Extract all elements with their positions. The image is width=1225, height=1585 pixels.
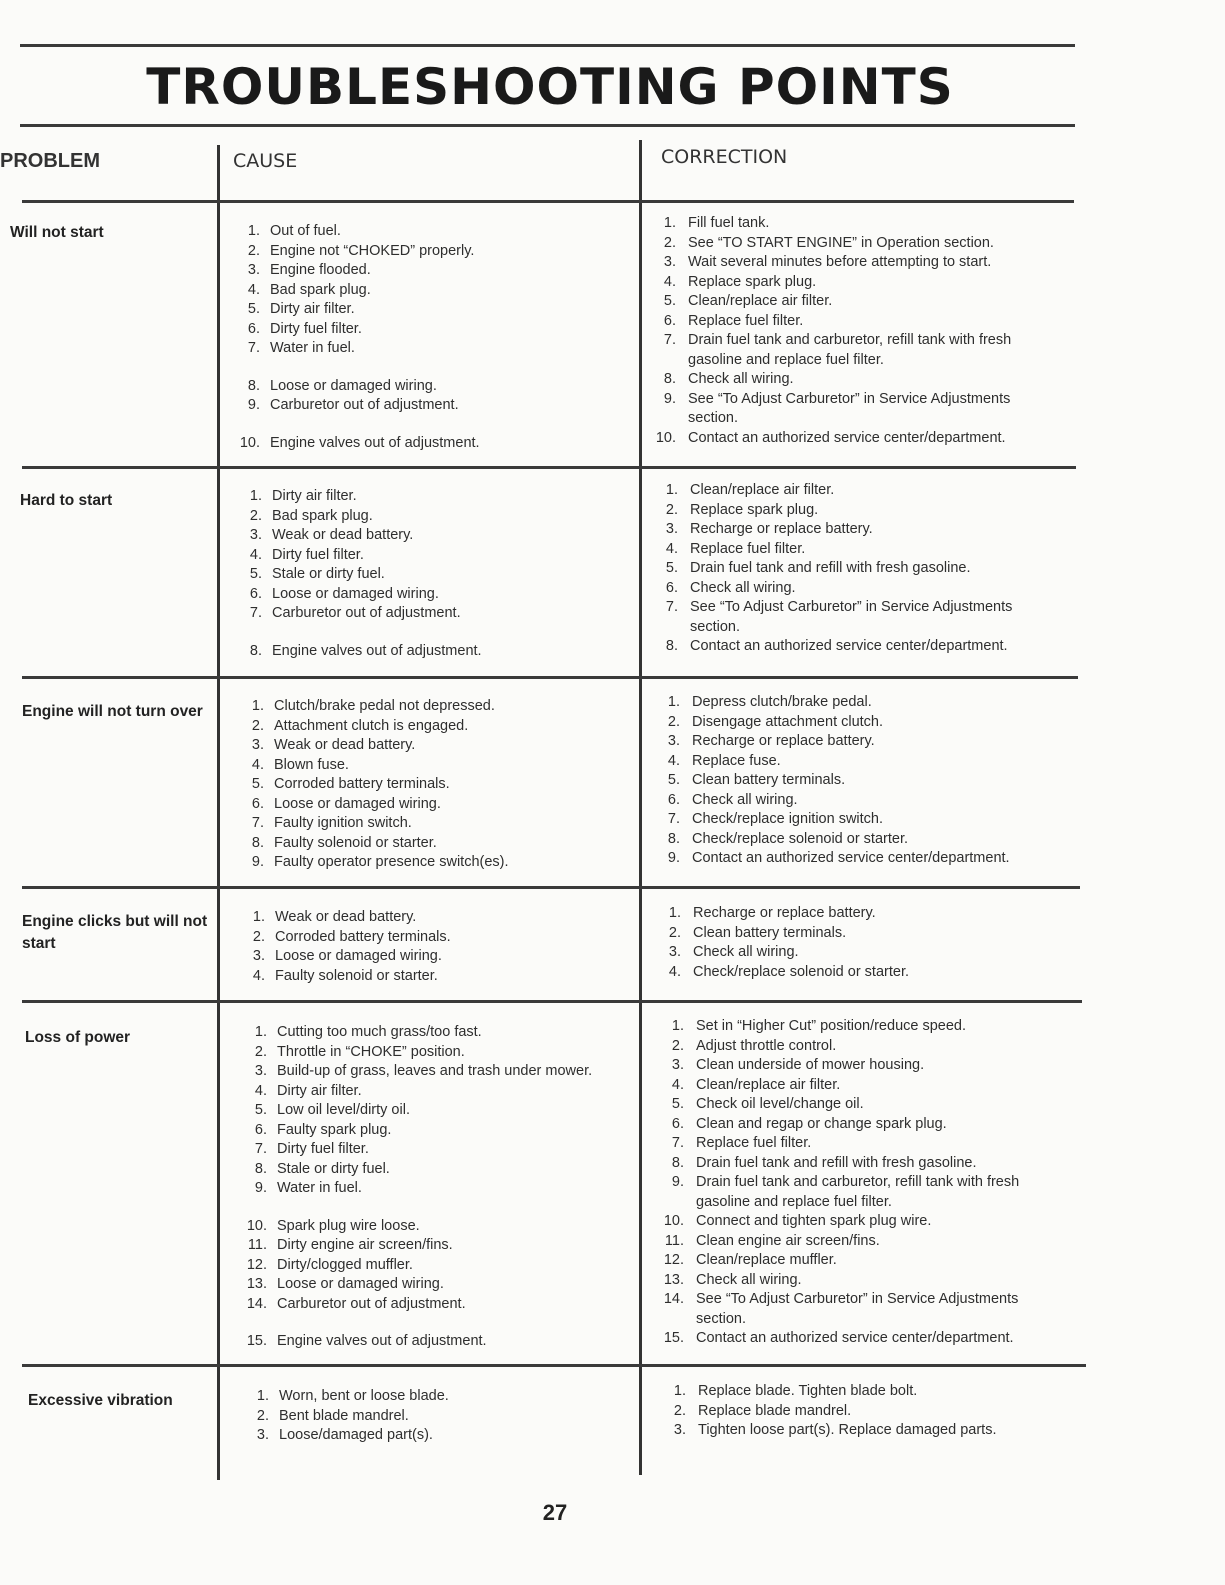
list-item: 2. Bad spark plug. [249, 507, 373, 524]
list-item: 5. Clean battery terminals. [667, 772, 846, 788]
page-number: 27 [542, 1500, 568, 1525]
list-item: 14. See “To Adjust Carburetor” in Service Adjustments section. [663, 1291, 1019, 1327]
correction-list [652, 214, 1062, 448]
list-item: 15. Engine valves out of adjustment. [246, 1333, 487, 1349]
list-item: 1. Recharge or replace battery. [668, 905, 876, 921]
header-cause: CAUSE [233, 150, 298, 172]
list-item: 10. Connect and tighten spark plug wire. [663, 1213, 932, 1229]
list-item: 6. Loose or damaged wiring. [249, 585, 439, 602]
list-item: 6. Check all wiring. [667, 791, 798, 808]
list-item: 4. Faulty solenoid or starter. [252, 967, 438, 984]
row-divider [22, 1364, 1086, 1367]
list-item: 5. Dirty air filter. [247, 301, 355, 317]
list-item: 1. Out of fuel. [247, 223, 341, 239]
list-item: 9. Water in fuel. [254, 1180, 362, 1196]
header-rule [22, 200, 1074, 203]
top-rule [20, 44, 1075, 47]
list-item: 4. Blown fuse. [251, 756, 349, 773]
list-item: 14. Carburetor out of adjustment. [246, 1295, 466, 1312]
list-item: 1. Clean/replace air filter. [665, 482, 835, 498]
list-item: 4. Bad spark plug. [247, 281, 371, 298]
correction-list [657, 904, 1067, 982]
list-item: 3. Tighten loose part(s). Replace damaged parts. [673, 1422, 997, 1438]
list-item: 9. See “To Adjust Carburetor” in Service Adjustments section. [663, 390, 1011, 426]
list-item: 3. Recharge or replace battery. [667, 733, 875, 749]
list-item: 1. Clutch/brake pedal not depressed. [251, 698, 495, 714]
list-item: 2. Disengage attachment clutch. [667, 713, 884, 730]
list-item: 5. Low oil level/dirty oil. [254, 1102, 410, 1118]
list-item: 11. Dirty engine air screen/fins. [247, 1237, 453, 1253]
cause-list [240, 697, 635, 873]
list-item: 3. Recharge or replace battery. [665, 521, 873, 537]
cause-list [238, 487, 633, 661]
list-item: 7. Check/replace ignition switch. [667, 811, 884, 827]
list-item: 7. Faulty ignition switch. [251, 815, 412, 831]
list-item: 2. Replace spark plug. [665, 501, 819, 518]
header-correction: CORRECTION [661, 146, 788, 168]
list-item: 2. Replace blade mandrel. [673, 1402, 852, 1419]
list-item: 3. Loose/damaged part(s). [256, 1427, 433, 1443]
list-item: 3. Check all wiring. [668, 944, 799, 960]
list-item: 3. Clean underside of mower housing. [671, 1057, 925, 1073]
list-item: 2. Adjust throttle control. [671, 1037, 837, 1054]
cause-list [236, 222, 631, 453]
list-item: 4. Dirty fuel filter. [249, 546, 364, 563]
title-underline [20, 124, 1075, 127]
list-item: 7. Dirty fuel filter. [254, 1141, 369, 1157]
list-item: 12. Dirty/clogged muffler. [246, 1256, 413, 1273]
list-item: 9. Contact an authorized service center/department. [667, 850, 1010, 866]
row-divider [22, 886, 1080, 889]
page-title: TROUBLESHOOTING POINTS [146, 58, 954, 116]
list-item: 6. Replace fuel filter. [663, 312, 804, 329]
list-item: 12. Clean/replace muffler. [663, 1252, 837, 1268]
list-item: 4. Replace fuse. [667, 752, 781, 769]
correction-list [656, 693, 1066, 869]
list-item: 1. Weak or dead battery. [252, 909, 417, 925]
cause-list [241, 908, 636, 986]
row-divider [22, 1000, 1082, 1003]
list-item: 3. Engine flooded. [247, 262, 371, 278]
list-item: 3. Weak or dead battery. [251, 737, 416, 753]
cause-list [243, 1023, 638, 1352]
list-item: 15. Contact an authorized service center/department. [663, 1330, 1014, 1346]
list-item: 11. Clean engine air screen/fins. [664, 1232, 880, 1249]
list-item: 4. Check/replace solenoid or starter. [668, 963, 909, 980]
list-item: 9. Drain fuel tank and carburetor, refill tank with fresh gasoline and replace fuel filter. [671, 1174, 1020, 1210]
list-item: 3. Loose or damaged wiring. [252, 948, 442, 964]
list-item: 2. Engine not “CHOKED” properly. [247, 242, 475, 259]
column-divider-correction [639, 140, 642, 1475]
problem-label: Engine will not turn over [22, 703, 203, 720]
list-item: 9. Faulty operator presence switch(es). [251, 854, 509, 870]
list-item: 10. Spark plug wire loose. [246, 1217, 420, 1234]
list-item: 6. Faulty spark plug. [254, 1121, 392, 1138]
list-item: 10. Engine valves out of adjustment. [239, 434, 480, 451]
list-item: 7. Replace fuel filter. [671, 1135, 812, 1151]
problem-label: Hard to start [20, 492, 113, 509]
column-divider-cause [217, 145, 220, 1480]
list-item: 7. Drain fuel tank and carburetor, refill tank with fresh gasoline and replace fuel filter. [663, 332, 1012, 368]
cause-list [245, 1387, 640, 1446]
list-item: 4. Replace fuel filter. [665, 540, 806, 557]
list-item: 8. Loose or damaged wiring. [247, 377, 437, 394]
list-item: 2. Bent blade mandrel. [256, 1407, 409, 1424]
list-item: 8. Contact an authorized service center/department. [665, 638, 1008, 654]
correction-list [662, 1382, 1072, 1441]
list-item: 10. Contact an authorized service center/department. [655, 429, 1006, 446]
list-item: 7. Water in fuel. [247, 340, 355, 356]
list-item: 2. Attachment clutch is engaged. [251, 717, 469, 734]
list-item: 3. Build-up of grass, leaves and trash under mower. [254, 1063, 593, 1079]
list-item: 8. Drain fuel tank and refill with fresh gasoline. [671, 1154, 977, 1171]
list-item: 2. Throttle in “CHOKE” position. [254, 1043, 465, 1060]
list-item: 1. Replace blade. Tighten blade bolt. [673, 1383, 918, 1399]
list-item: 1. Set in “Higher Cut” position/reduce speed. [671, 1018, 967, 1034]
list-item: 6. Check all wiring. [665, 579, 796, 596]
list-item: 5. Clean/replace air filter. [663, 293, 833, 309]
problem-label: Engine clicks but will not start [22, 913, 208, 952]
list-item: 6. Dirty fuel filter. [247, 320, 362, 337]
list-item: 2. Corroded battery terminals. [252, 928, 451, 945]
list-item: 8. Stale or dirty fuel. [254, 1160, 390, 1177]
list-item: 8. Faulty solenoid or starter. [251, 834, 437, 851]
problem-label: Loss of power [25, 1029, 131, 1046]
list-item: 2. Clean battery terminals. [668, 924, 847, 941]
correction-list [654, 481, 1064, 657]
list-item: 1. Dirty air filter. [249, 488, 357, 504]
problem-label: Will not start [10, 224, 104, 241]
list-item: 5. Stale or dirty fuel. [249, 566, 385, 582]
list-item: 13. Check all wiring. [663, 1271, 802, 1288]
list-item: 8. Check all wiring. [663, 371, 794, 387]
problem-label: Excessive vibration [28, 1392, 173, 1409]
row-divider [22, 466, 1076, 469]
list-item: 3. Wait several minutes before attempting to start. [663, 254, 992, 270]
list-item: 4. Clean/replace air filter. [671, 1076, 841, 1093]
list-item: 5. Drain fuel tank and refill with fresh gasoline. [665, 560, 971, 576]
list-item: 8. Engine valves out of adjustment. [249, 642, 482, 659]
list-item: 3. Weak or dead battery. [249, 527, 414, 543]
list-item: 1. Worn, bent or loose blade. [256, 1388, 449, 1404]
row-divider [22, 676, 1078, 679]
list-item: 4. Dirty air filter. [254, 1082, 362, 1099]
correction-list [660, 1017, 1070, 1349]
list-item: 4. Replace spark plug. [663, 273, 817, 290]
list-item: 6. Loose or damaged wiring. [251, 795, 441, 812]
header-problem: PROBLEM [0, 150, 100, 172]
list-item: 1. Fill fuel tank. [663, 215, 770, 231]
list-item: 7. See “To Adjust Carburetor” in Service Adjustments section. [665, 599, 1013, 635]
list-item: 7. Carburetor out of adjustment. [249, 605, 461, 621]
list-item: 5. Corroded battery terminals. [251, 776, 450, 792]
list-item: 6. Clean and regap or change spark plug. [671, 1115, 947, 1132]
list-item: 9. Carburetor out of adjustment. [247, 397, 459, 413]
list-item: 13. Loose or damaged wiring. [246, 1276, 444, 1292]
list-item: 8. Check/replace solenoid or starter. [667, 830, 908, 847]
list-item: 2. See “TO START ENGINE” in Operation section. [663, 234, 994, 251]
list-item: 1. Cutting too much grass/too fast. [254, 1024, 482, 1040]
list-item: 5. Check oil level/change oil. [671, 1096, 864, 1112]
list-item: 1. Depress clutch/brake pedal. [667, 694, 872, 710]
